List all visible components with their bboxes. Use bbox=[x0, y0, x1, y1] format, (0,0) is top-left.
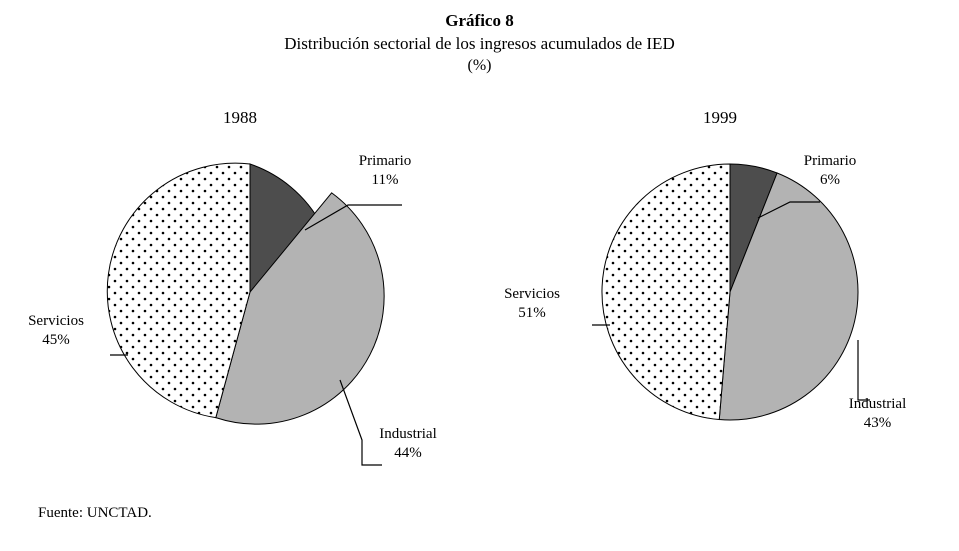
pie-label-primario-1999 bbox=[775, 152, 885, 190]
pie-label-industrial-1988 bbox=[348, 425, 468, 463]
pie-slice-servicios-1999 bbox=[602, 164, 730, 420]
pie-label-industrial-value-1999: 43% bbox=[863, 415, 892, 431]
pie-label-servicios-name-1999: Servicios bbox=[504, 286, 560, 302]
pie-label-servicios-name-1988: Servicios bbox=[28, 313, 84, 329]
pie-year-label-1988: 1988 bbox=[223, 108, 257, 127]
pie-year-label-1999: 1999 bbox=[703, 108, 737, 127]
chart-subtitle: Distribución sectorial de los ingresos acumulados de IED bbox=[284, 34, 675, 53]
pie-label-primario-name-1999: Primario bbox=[803, 153, 857, 169]
pie-label-servicios-1988 bbox=[10, 312, 102, 350]
pie-label-primario-value-1988: 11% bbox=[371, 172, 399, 188]
pie-label-primario-value-1999: 6% bbox=[820, 172, 840, 188]
leader-line-industrial-1999 bbox=[858, 340, 870, 400]
pie-label-industrial-1999 bbox=[820, 395, 935, 433]
pie-label-servicios-value-1999: 51% bbox=[518, 305, 546, 321]
pie-label-primario-name-1988: Primario bbox=[358, 153, 412, 169]
pie-label-industrial-name-1988: Industrial bbox=[379, 426, 437, 442]
pie-label-servicios-1999 bbox=[477, 285, 587, 323]
pie-label-primario-1988 bbox=[330, 152, 440, 190]
page-title: Gráfico 8 bbox=[445, 11, 514, 30]
pie-label-industrial-name-1999: Industrial bbox=[848, 396, 907, 412]
pie-label-industrial-value-1988: 44% bbox=[394, 445, 422, 461]
source-note: Fuente: UNCTAD. bbox=[38, 505, 152, 521]
pie-label-servicios-value-1988: 45% bbox=[42, 332, 70, 348]
chart-units: (%) bbox=[467, 57, 492, 74]
chart-title-block bbox=[0, 10, 959, 77]
